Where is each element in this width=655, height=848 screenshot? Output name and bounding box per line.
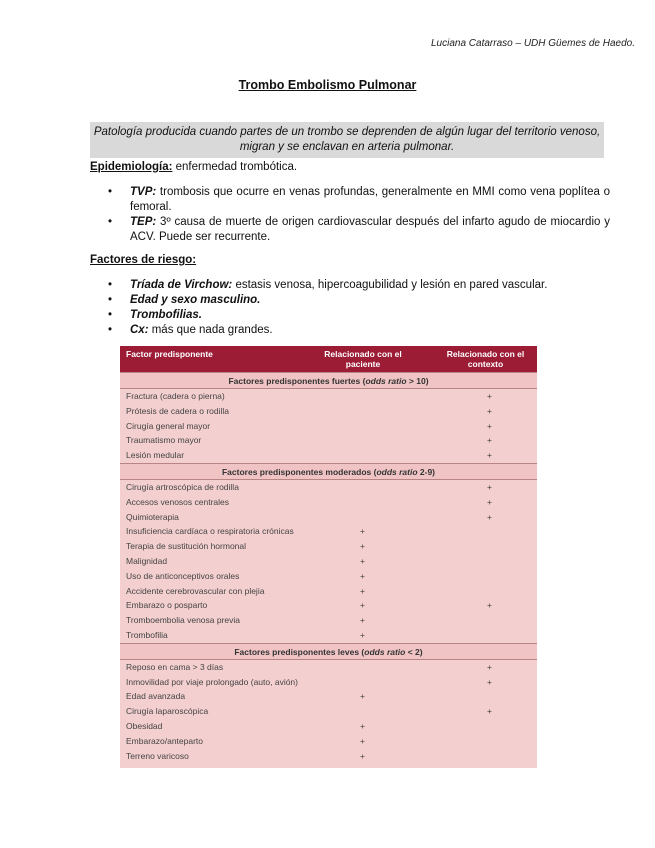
table-row [120, 569, 537, 584]
context-mark: + [487, 450, 492, 461]
patient-mark: + [360, 526, 365, 537]
table-group-header [120, 463, 537, 480]
context-mark: + [487, 391, 492, 401]
patient-mark: + [360, 555, 365, 566]
table-row [120, 628, 537, 643]
group-title-suffix: > 10) [406, 376, 429, 386]
row-label: Quimioterapia [126, 511, 179, 522]
table-row [120, 598, 537, 613]
context-mark: + [487, 481, 492, 492]
table-row [120, 584, 537, 599]
row-label: Malignidad [126, 555, 168, 566]
patient-mark: + [360, 629, 365, 640]
row-label: Terapia de sustitución hormonal [126, 541, 247, 552]
term-tep-text: 3º causa de muerte de origen cardiovascular después del infarto agudo de miocardio y ACV. Puede ser recurrente. [130, 216, 610, 243]
context-mark: + [487, 676, 492, 687]
context-mark: + [487, 661, 492, 672]
row-label: Tromboembolia venosa previa [126, 615, 241, 626]
row-label: Cirugía laparoscópica [126, 706, 209, 717]
table-group-header [120, 372, 537, 389]
patient-mark: + [360, 600, 365, 611]
table-header [120, 346, 537, 372]
patient-mark: + [360, 541, 365, 552]
patient-mark: + [360, 570, 365, 581]
context-mark: + [487, 706, 492, 717]
table-row [120, 389, 537, 404]
patient-mark: + [360, 691, 365, 702]
context-mark: + [487, 600, 492, 611]
table-row [120, 660, 537, 675]
row-label: Fractura (cadera o pierna) [126, 391, 225, 401]
row-label: Embarazo o posparto [126, 600, 208, 611]
list-item [90, 308, 610, 323]
risk-factors-section [90, 253, 610, 338]
term-cx: Cx: [130, 324, 149, 336]
list-item [90, 185, 610, 215]
term-tvp: TVP: [130, 186, 157, 198]
table-row [120, 613, 537, 628]
group-title-italic: odds ratio [365, 376, 407, 386]
table-row [120, 539, 537, 554]
term-tvp-text: trombosis que ocurre en venas profundas, generalmente en MMI como vena poplítea o femoral. [130, 186, 610, 213]
row-label: Reposo en cama > 3 días [126, 661, 224, 672]
patient-mark: + [360, 615, 365, 626]
epidemiology-heading-line [90, 160, 610, 175]
table-row [120, 734, 537, 749]
context-mark: + [487, 511, 492, 522]
list-item [90, 278, 610, 293]
patient-mark: + [360, 735, 365, 746]
risk-factors-list [90, 278, 610, 338]
table-row [120, 510, 537, 525]
table-row [120, 704, 537, 719]
row-label: Obesidad [126, 720, 163, 731]
table-row [120, 448, 537, 463]
page-header: Luciana Catarraso – UDH Güemes de Haedo. [431, 38, 635, 49]
risk-factors-heading: Factores de riesgo: [90, 254, 197, 266]
col-header-patient: Relacionado con el paciente [324, 349, 402, 369]
epidemiology-section [90, 160, 610, 245]
table-row [120, 554, 537, 569]
table-row [120, 404, 537, 419]
col-header-context: Relacionado con el contexto [446, 349, 525, 369]
group-title-italic: odds ratio [364, 646, 406, 657]
group-title-prefix: Factores predisponentes fuertes ( [228, 376, 366, 386]
row-label: Inmovilidad por viaje prolongado (auto, avión) [126, 676, 298, 687]
term-tep: TEP: [130, 216, 157, 228]
patient-mark: + [360, 585, 365, 596]
term-cx-text: más que nada grandes. [148, 324, 273, 336]
group-title-prefix: Factores predisponentes moderados ( [221, 466, 377, 477]
group-title-suffix: < 2) [405, 646, 423, 657]
group-title-suffix: 2-9) [417, 466, 436, 477]
table-row [120, 480, 537, 495]
col-header-factor: Factor predisponente [126, 349, 213, 359]
row-label: Accidente cerebrovascular con plejia [126, 585, 265, 596]
page-title: Trombo Embolismo Pulmonar [238, 78, 417, 92]
list-item [90, 323, 610, 338]
row-label: Edad avanzada [126, 691, 186, 702]
row-label: Terreno varicoso [126, 750, 189, 761]
table-row [120, 419, 537, 434]
definition-box: Patología producida cuando partes de un trombo se deprenden de algún lugar del territorio venoso, migran y se enclavan en arteria pulmonar. [90, 122, 604, 158]
row-label: Traumatismo mayor [126, 435, 202, 446]
term-thrombophilia: Trombofilias. [130, 309, 202, 321]
table-row [120, 433, 537, 448]
row-label: Trombofilia [126, 629, 168, 640]
row-label: Embarazo/anteparto [126, 735, 204, 746]
patient-mark: + [360, 720, 365, 731]
term-age-sex: Edad y sexo masculino. [130, 294, 261, 306]
row-label: Cirugía general mayor [126, 420, 211, 431]
table-group-header [120, 643, 537, 660]
row-label: Accesos venosos centrales [126, 496, 229, 507]
term-virchow-text: estasis venosa, hipercoagubilidad y lesión en pared vascular. [232, 279, 548, 291]
table-row [120, 675, 537, 690]
row-label: Lesión medular [126, 450, 185, 461]
risk-factors-table [120, 346, 537, 768]
table-row [120, 749, 537, 764]
epidemiology-list [90, 185, 610, 245]
table-row [120, 689, 537, 704]
patient-mark: + [360, 750, 365, 761]
group-title-italic: odds ratio [376, 466, 418, 477]
list-item [90, 293, 610, 308]
table-row [120, 524, 537, 539]
row-label: Insuficiencia cardíaca o respiratoria crónicas [126, 526, 294, 537]
row-label: Cirugía artroscópica de rodilla [126, 481, 239, 492]
table-row [120, 719, 537, 734]
context-mark: + [487, 435, 492, 446]
list-item [90, 215, 610, 245]
row-label: Uso de anticonceptivos orales [126, 570, 240, 581]
table-row [120, 495, 537, 510]
context-mark: + [487, 420, 492, 431]
epidemiology-text: enfermedad trombótica. [172, 161, 298, 173]
term-virchow: Tríada de Virchow: [130, 279, 233, 291]
table-body [120, 372, 537, 763]
row-label: Prótesis de cadera o rodilla [126, 405, 230, 416]
context-mark: + [487, 496, 492, 507]
epidemiology-heading: Epidemiología: [90, 161, 173, 173]
group-title-prefix: Factores predisponentes leves ( [234, 646, 365, 657]
context-mark: + [487, 405, 492, 416]
